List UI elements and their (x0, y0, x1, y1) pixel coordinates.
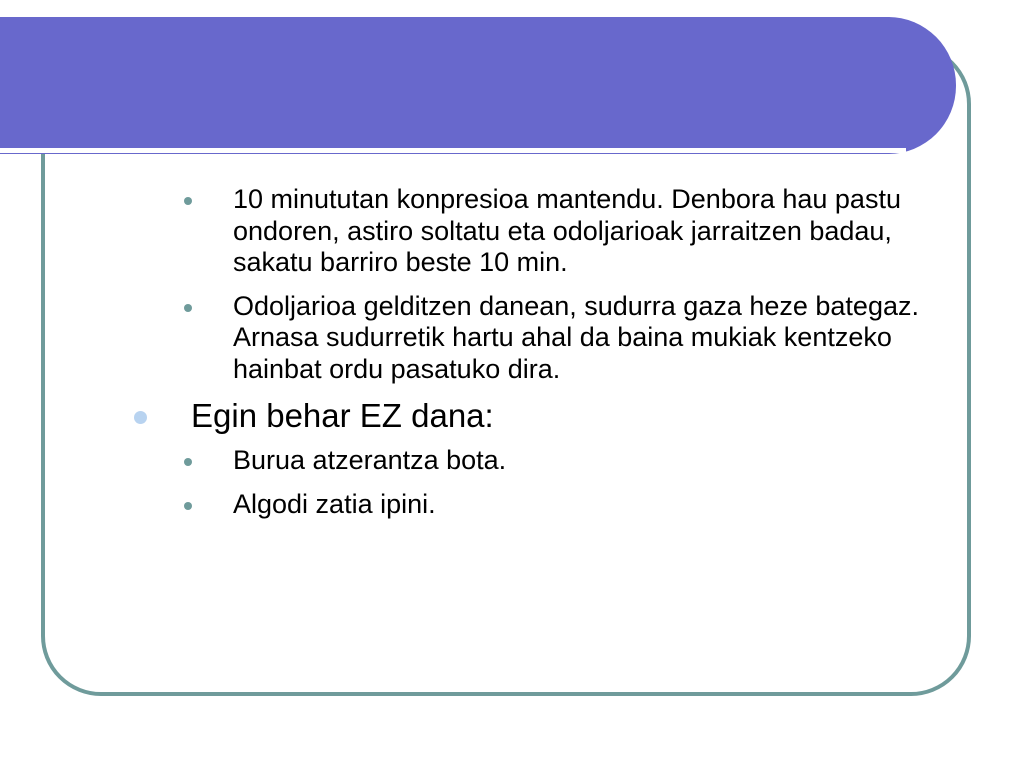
bullet-text: 10 minututan konpresioa mantendu. Denbora hau pastu ondoren, astiro soltatu eta odoljarioak jarraitzen badau, sakatu barriro beste 10 min. (233, 184, 901, 277)
bullet-text: Burua atzerantza bota. (233, 445, 507, 475)
bullet-dot-icon (184, 197, 192, 205)
title-banner (0, 17, 956, 154)
bullet-item (120, 291, 950, 386)
bullet-dot-icon (134, 411, 147, 424)
bullet-item (120, 489, 950, 521)
bullet-dot-icon (184, 304, 192, 312)
slide-content (120, 184, 950, 532)
banner-divider-line (0, 148, 906, 153)
bullet-dot-icon (184, 458, 192, 466)
section-heading-item (120, 397, 950, 435)
bullet-dot-icon (184, 502, 192, 510)
bullet-item (120, 184, 950, 279)
bullet-text: Odoljarioa gelditzen danean, sudurra gaza heze bategaz. Arnasa sudurretik hartu ahal da baina mukiak kentzeko hainbat ordu pasatuko dira. (233, 290, 919, 384)
bullet-text: Algodi zatia ipini. (233, 488, 436, 519)
bullet-item (120, 445, 950, 477)
section-heading-text: Egin behar EZ dana: (191, 397, 494, 434)
